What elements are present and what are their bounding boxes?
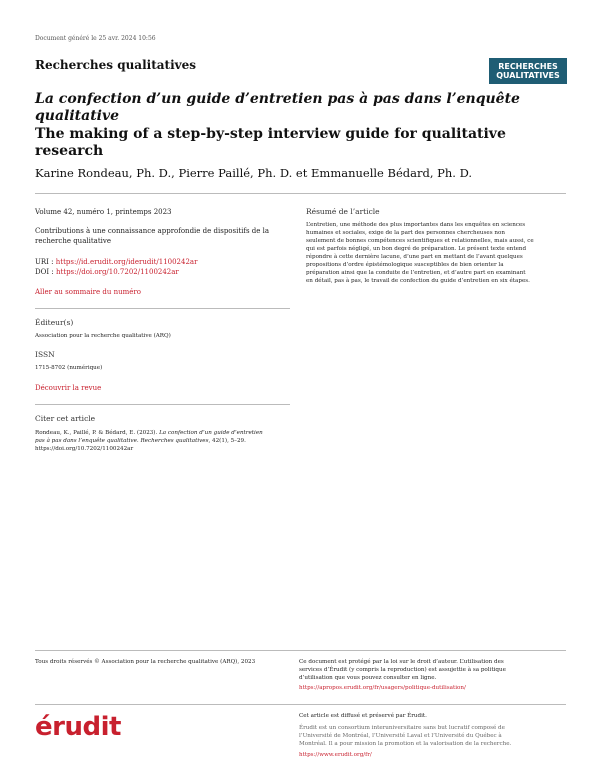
abstract-line: qui est parfois négligé, un bon degré de préparation. Le présent texte entend: [306, 246, 527, 252]
abstract-line: préparation ainsi que la conduite de l’entretien, et d’autre part en examinant: [306, 270, 526, 276]
publisher-name: Association pour la recherche qualitative (ARQ): [35, 333, 171, 339]
diffusion-line: Montréal. Il a pour mission la promotion et la valorisation de la recherche.: [299, 741, 512, 747]
doi-row: [35, 267, 179, 277]
doi-link[interactable]: https://doi.org/10.7202/1100242ar: [55, 268, 179, 276]
divider-top: [35, 193, 566, 194]
publisher-heading: Éditeur(s): [35, 318, 74, 327]
generation-date: Document généré le 25 avr. 2024 10:56: [35, 35, 156, 42]
diffusion-notice: [299, 712, 567, 759]
journal-name: Recherches qualitatives: [35, 58, 196, 72]
erudit-link[interactable]: https://www.erudit.org/fr/: [299, 752, 372, 758]
citation: [35, 429, 295, 453]
citation-line-2: [35, 437, 295, 445]
diffusion-line: l’Université de Montréal, l’Université Laval et l’Université du Québec à: [299, 733, 502, 739]
authors: Karine Rondeau, Ph. D., Pierre Paillé, Ph. D. et Emmanuelle Bédard, Ph. D.: [35, 166, 473, 180]
divider-bottom: [35, 704, 566, 705]
discover-journal-link[interactable]: Découvrir la revue: [35, 384, 102, 392]
abstract-heading: Résumé de l’article: [306, 207, 380, 216]
doi-label: DOI :: [35, 268, 56, 276]
divider-left-1: [35, 308, 290, 309]
diffusion-line: Érudit est un consortium interuniversitaire sans but lucratif composé de: [299, 725, 505, 731]
issn-value: 1715-8702 (numérique): [35, 365, 103, 371]
citation-title-start: La confection d’un guide d’entretien: [159, 430, 263, 436]
divider-left-2: [35, 404, 290, 405]
citation-line-3: https://doi.org/10.7202/1100242ar: [35, 446, 134, 452]
toc-link[interactable]: Aller au sommaire du numéro: [35, 288, 141, 296]
citation-volume: , 42(1), 5–29.: [208, 438, 246, 444]
abstract-line: en détail, pas à pas, le travail de confection du guide d’entretien en six étapes.: [306, 278, 530, 284]
policy-link[interactable]: https://apropos.erudit.org/fr/usagers/politique-dutilisation/: [299, 685, 466, 691]
journal-logo[interactable]: [489, 58, 567, 84]
cite-heading: Citer cet article: [35, 414, 96, 423]
issue-line-1: Contributions à une connaissance approfondie de dispositifs de la: [35, 227, 270, 235]
title-english: The making of a step-by-step interview guide for qualitative research: [35, 126, 506, 159]
logo-line-2: QUALITATIVES: [496, 71, 560, 80]
issue-line-2: recherche qualitative: [35, 237, 111, 245]
citation-title-end: pas à pas dans l’enquête qualitative. Recherches qualitatives: [35, 438, 209, 444]
title-french: La confection d’un guide d’entretien pas à pas dans l’enquête qualitative: [35, 91, 520, 124]
abstract-line: répondre à cette dernière lacune, d’une part en mettant de l’avant quelques: [306, 254, 523, 260]
uri-label: URI :: [35, 258, 56, 266]
volume-info: Volume 42, numéro 1, printemps 2023: [35, 208, 172, 216]
issue-theme: [35, 226, 295, 246]
rights-statement: Tous droits réservés © Association pour la recherche qualitative (ARQ), 2023: [35, 659, 256, 665]
abstract-body: [306, 221, 568, 285]
divider-footer: [35, 650, 566, 651]
copyright-line: Ce document est protégé par la loi sur le droit d’auteur. L’utilisation des: [299, 659, 504, 665]
abstract-line: propositions d’ordre épistémologique susceptibles de bien orienter la: [306, 262, 504, 268]
logo-line-1: RECHERCHES: [498, 62, 558, 71]
abstract-line: L’entretien, une méthode des plus importantes dans les enquêtes en sciences: [306, 222, 526, 228]
copyright-line: d’utilisation que vous pouvez consulter en ligne.: [299, 675, 437, 681]
erudit-logo[interactable]: érudit: [35, 712, 121, 742]
abstract-line: seulement de bonnes compétences scientifiques et relationnelles, mais aussi, ce: [306, 238, 534, 244]
abstract-line: humaines et sociales, exige de la part des personnes chercheuses non: [306, 230, 505, 236]
citation-line-1: [35, 429, 295, 437]
copyright-notice: [299, 658, 567, 692]
citation-authors: Rondeau, K., Paillé, P. & Bédard, E. (2023).: [35, 430, 160, 436]
issn-heading: ISSN: [35, 350, 55, 359]
copyright-line: services d’Érudit (y compris la reproduction) est assujettie à sa politique: [299, 667, 506, 673]
uri-row: [35, 257, 197, 267]
uri-link[interactable]: https://id.erudit.org/iderudit/1100242ar: [55, 258, 198, 266]
diffusion-heading: Cet article est diffusé et préservé par Érudit.: [299, 713, 427, 719]
